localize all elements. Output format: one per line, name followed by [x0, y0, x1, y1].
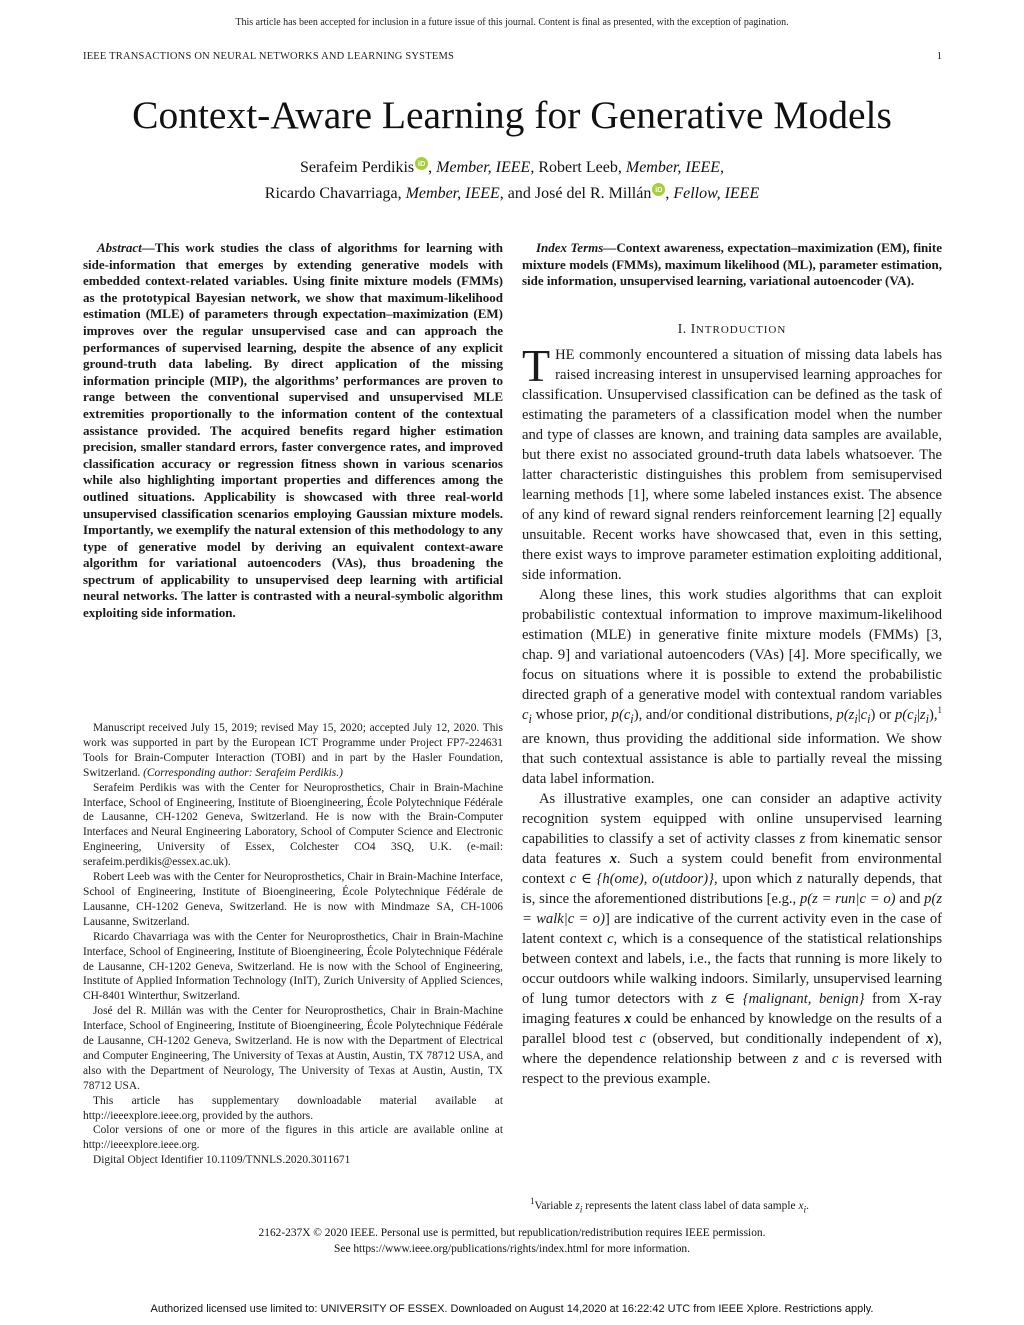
author-name: José del R. Millán: [534, 185, 652, 202]
author-name: Robert Leeb: [538, 159, 618, 176]
abstract-label: Abstract—: [97, 240, 155, 255]
index-terms: [522, 240, 942, 290]
author-name: Ricardo Chavarriaga: [264, 185, 398, 202]
author-role: Member, IEEE: [405, 185, 500, 202]
footnote-reference[interactable]: 1: [937, 705, 942, 716]
orcid-icon[interactable]: iD: [415, 157, 428, 170]
author-role: Member, IEEE: [436, 159, 531, 176]
copyright-line: 2162-237X © 2020 IEEE. Personal use is permitted, but republication/redistribution requires IEEE permission.: [258, 1227, 766, 1239]
author-role: Fellow, IEEE: [673, 185, 760, 202]
manuscript-note: Manuscript received July 15, 2019; revised May 15, 2020; accepted July 12, 2020. This work was supported in part by the European ICT Programme under Project FP7-224631 Tools for Brain-Computer Interaction (TOBI) and in part by the Hasler Foundation, Switzerland. (Corresponding author: Serafeim Perdikis.): [83, 722, 503, 779]
introduction-body: [522, 340, 943, 1089]
license-footer: Authorized licensed use limited to: UNIVERSITY OF ESSEX. Downloaded on August 14,2020 at 16:22:42 UTC from IEEE Xplore. Restrictions apply.: [150, 1303, 874, 1315]
author-line-1: Serafeim Perdikis iD , Member, IEEE, Robert Leeb, Member, IEEE,: [299, 158, 725, 176]
first-page-footnotes: [83, 721, 503, 1168]
journal-running-head: IEEE TRANSACTIONS ON NEURAL NETWORKS AND LEARNING SYSTEMS: [83, 51, 455, 62]
doi-note: Digital Object Identifier 10.1109/TNNLS.2020.3011671: [93, 1154, 351, 1167]
paragraph: THE commonly encountered a situation of missing data labels has raised increasing interest in unsupervised learning approaches for classification. Unsupervised classification can be defined as the task of estimating the parameters of a classification model when the number and type of classes are known, and training data samples are available, but there exist no associated ground-truth data labels whatsoever. The latter characteristic distinguishes this problem from semisupervised learning methods [1], where some labeled instances exist. The absence of any kind of reward signal renders reinforcement learning [2] equally unsuitable. Recent works have showcased that, even in this setting, there exist ways to improve parameter estimation exploiting additional, side information.: [522, 340, 942, 583]
abstract-text: This work studies the class of algorithms for learning with side-information that emerges by extending generative models with embedded context-related variables. Using finite mixture models (FMMs) as the prototypical Bayesian network, we show that maximum-likelihood estimation (MLE) of parameters through expectation–maximization (EM) improves over the regular unsupervised case and can approach the performances of supervised learning, despite the absence of any explicit ground-truth data labeling. By direct application of the missing information principle (MIP), the algorithms’ performances are proven to range between the conventional supervised and unsupervised MLE extremities proportionally to the information content of the contextual assistance provided. The acquired benefits regard higher estimation precision, smaller standard errors, faster convergence rates, and improved classification accuracy or regression fitness shown in various scenarios while also highlighting important properties and differences among the outlined situations. Applicability is showcased with three real-world unsupervised classification scenarios employing Gaussian mixture models. Importantly, we exemplify the natural extension of this methodology to any type of generative model by deriving an equivalent context-aware algorithm for variational autoencoders (VAs), thus broadening the spectrum of applicability to unsupervised deep learning with artificial neural networks. The latter is contrasted with a neural-symbolic algorithm exploiting side information.: [83, 240, 503, 621]
section-heading: I. INTRODUCTION: [677, 321, 787, 336]
author-list: [0, 155, 1024, 207]
affiliation-note: Robert Leeb was with the Center for Neuroprosthetics, Chair in Brain-Machine Interface, School of Engineering, Institute of Bioengineering, École Polytechnique Fédérale de Lausanne, CH-1202 Geneva, Switzerland. He is now with Mindmaze SA, CH-1006 Lausanne, Switzerland.: [83, 871, 503, 928]
index-terms-text: Context awareness, expectation–maximization (EM), finite mixture models (FMMs), maximum likelihood (ML), parameter estimation, side information, unsupervised learning, variational autoencoder (VA).: [522, 240, 943, 289]
acceptance-note: This article has been accepted for inclusion in a future issue of this journal. Content is final as presented, with the exception of pagination.: [235, 17, 789, 28]
supplementary-note: This article has supplementary downloadable material available at http://ieeexplore.ieee.org, provided by the authors.: [83, 1094, 503, 1122]
drop-cap: T: [522, 340, 551, 391]
author-line-2: Ricardo Chavarriaga, Member, IEEE, and José del R. Millán iD , Fellow, IEEE: [264, 184, 760, 202]
orcid-icon[interactable]: iD: [652, 183, 665, 196]
color-figures-note: Color versions of one or more of the figures in this article are available online at http://ieeexplore.ieee.org.: [83, 1124, 503, 1152]
rights-link[interactable]: See https://www.ieee.org/publications/rights/index.html for more information.: [334, 1243, 690, 1255]
paper-title: Context-Aware Learning for Generative Models: [132, 93, 892, 137]
author-name: Serafeim Perdikis: [299, 159, 415, 176]
affiliation-note: José del R. Millán was with the Center for Neuroprosthetics, Chair in Brain-Machine Interface, School of Engineering, Institute of Bioengineering, École Polytechnique Fédérale de Lausanne, CH-1202 Geneva, Switzerland. He is now with the Department of Electrical and Computer Engineering, The University of Texas at Austin, Austin, TX 78712 USA, and also with the Department of Neurology, The University of Texas at Austin, Austin, TX 78712 USA.: [83, 1005, 503, 1092]
author-role: Member, IEEE: [625, 159, 721, 176]
paragraph: Along these lines, this work studies algorithms that can exploit probabilistic contextual information to improve maximum-likelihood estimation (MLE) in generative finite mixture models (FMMs) [3, chap. 9] and variational autoencoders (VAs) [4]. More specifically, we focus on situations where it is possible to extend the probabilistic directed graph of a generative model with contextual random variables $c_i$ whose prior, $p(c_i)$, and/or conditional distributions, $p(z_i|c_i)$ or $p(c_i|z_i),^1$ are known, thus providing the additional side information. We show that such contextual assistance is able to partially reveal the missing data label information.: [522, 587, 942, 787]
corresponding-author: (Corresponding author: Serafeim Perdikis.): [143, 766, 343, 779]
affiliation-note: Ricardo Chavarriaga was with the Center for Neuroprosthetics, Chair in Brain-Machine Interface, School of Engineering, Institute of Bioengineering, École Polytechnique Fédérale de Lausanne, CH-1202 Geneva, Switzerland. He is now with the School of Engineering, Institute of Applied Information Technology (InIT), Zurich University of Applied Sciences, CH-8401 Winterthur, Switzerland.: [83, 930, 503, 1003]
author-conjunction: and: [507, 185, 531, 202]
page-number: 1: [936, 51, 942, 62]
abstract: [83, 240, 503, 622]
footnote: $^1$Variable $z_i$ represents the latent class label of data sample $x_i$.: [530, 1196, 809, 1216]
affiliation-note: Serafeim Perdikis was with the Center for Neuroprosthetics, Chair in Brain-Machine Interface, School of Engineering, Institute of Bioengineering, École Polytechnique Fédérale de Lausanne, CH-1202 Geneva, Switzerland. He is now with the Brain-Computer Interfaces and Neural Engineering Laboratory, School of Computer Science and Electronic Engineering, University of Essex, Colchester CO4 3SQ, U.K. (e-mail: serafeim.perdikis@essex.ac.uk).: [83, 781, 503, 869]
copyright-notice: [0, 1225, 1024, 1257]
index-terms-label: Index Terms—: [536, 240, 617, 255]
paragraph: As illustrative examples, one can consider an adaptive activity recognition system equipped with online unsupervised learning capabilities to classify a set of activity classes z from kinematic sensor data features x. Such a system could benefit from environmental context c ∈ {h(ome), o(utdoor)}, upon which z naturally depends, that is, since the aforementioned distributions [e.g., p(z = run|c = o) and p(z = walk|c = o)] are indicative of the current activity even in the case of latent context c, which is a consequence of the statistical relationships between context and labels, i.e., the facts that running is more likely to occur outdoors while walking indoors. Similarly, unsupervised learning of lung tumor detectors with z ∈ {malignant, benign} from X-ray imaging features x could be enhanced by knowledge on the results of a parallel blood test c (observed, but conditionally independent of x), where the dependence relationship between z and c is reversed with respect to the previous example.: [522, 790, 943, 1087]
